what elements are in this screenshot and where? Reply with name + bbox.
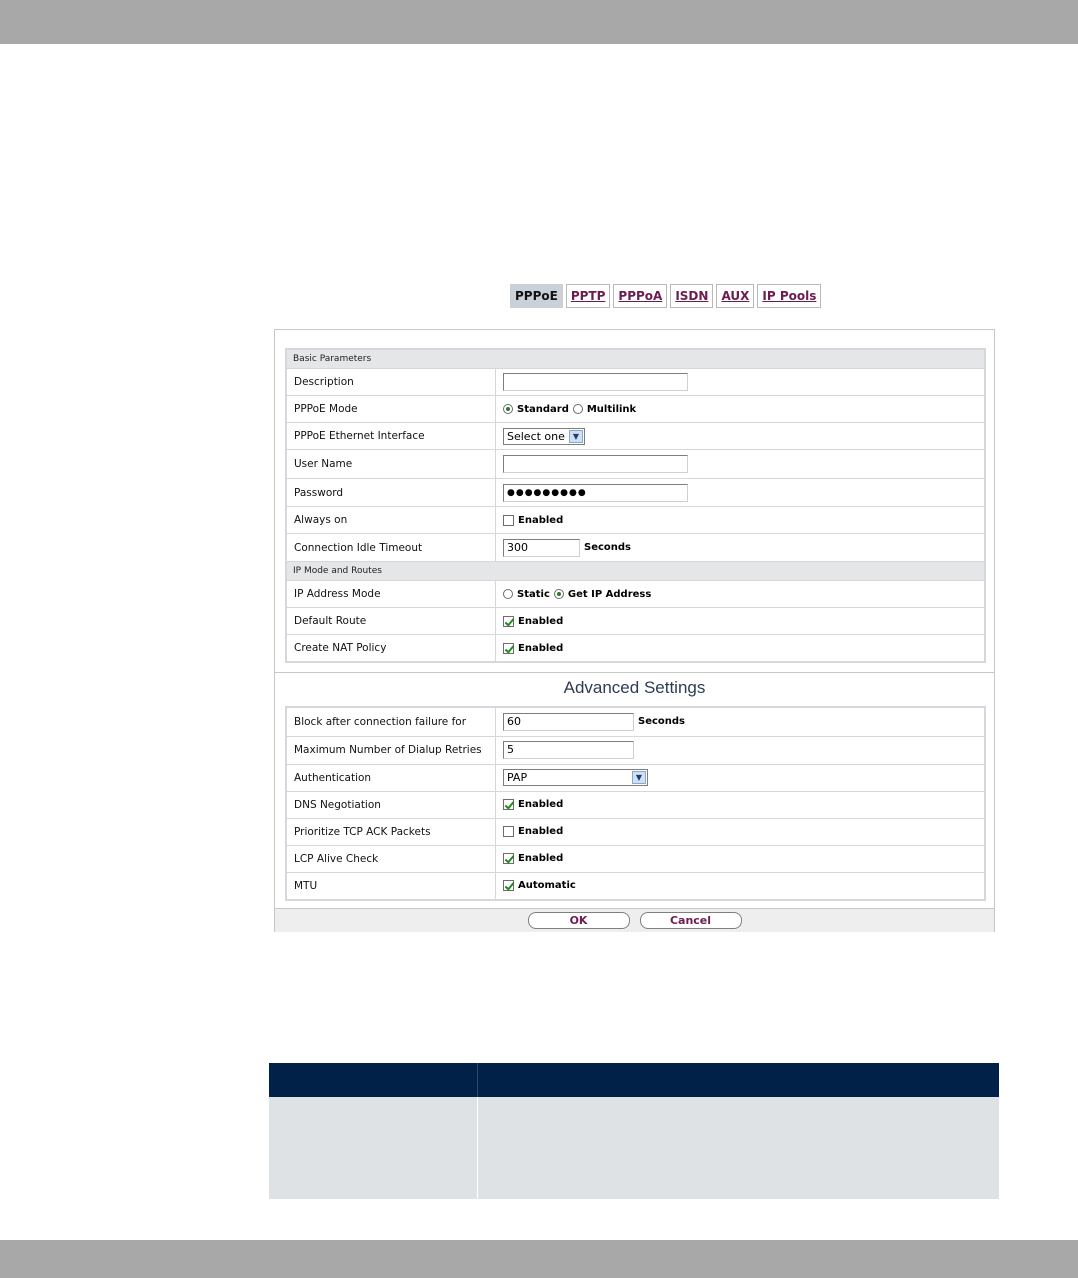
nat-policy-label: Create NAT Policy: [286, 635, 496, 663]
section-ip-mode: IP Mode and Routes: [286, 562, 985, 581]
header-cell-1: [269, 1063, 477, 1097]
dns-negotiation-checkbox[interactable]: [503, 799, 514, 810]
tab-aux[interactable]: AUX: [716, 284, 754, 308]
tab-isdn[interactable]: ISDN: [670, 284, 713, 308]
dialup-retries-input[interactable]: [503, 741, 634, 759]
default-route-checkbox[interactable]: [503, 616, 514, 627]
settings-panel: [274, 329, 995, 932]
authentication-select[interactable]: [503, 769, 648, 786]
tcp-ack-option: Enabled: [518, 826, 564, 837]
nat-policy-checkbox[interactable]: [503, 643, 514, 654]
description-table: [269, 1063, 999, 1199]
addr-get-radio[interactable]: [554, 589, 564, 599]
mode-multilink-label: Multilink: [586, 403, 637, 415]
mode-multilink-radio[interactable]: [573, 404, 583, 414]
top-bar: [0, 0, 1078, 44]
dialup-retries-label: Maximum Number of Dialup Retries: [286, 736, 496, 764]
mtu-label: MTU: [286, 872, 496, 900]
addr-static-label: Static: [517, 588, 550, 600]
description-input[interactable]: [503, 373, 688, 391]
password-label: Password: [286, 479, 496, 507]
password-input[interactable]: [503, 484, 688, 502]
lcp-alive-option: Enabled: [518, 853, 564, 864]
block-failure-unit: Seconds: [638, 716, 686, 728]
advanced-settings-title: Advanced Settings: [275, 672, 994, 707]
addr-static-radio[interactable]: [503, 589, 513, 599]
mode-standard-label: Standard: [517, 403, 569, 415]
ethernet-interface-label: PPPoE Ethernet Interface: [286, 423, 496, 450]
user-name-label: User Name: [286, 450, 496, 479]
lcp-alive-label: LCP Alive Check: [286, 845, 496, 872]
user-name-input[interactable]: [503, 455, 688, 473]
authentication-label: Authentication: [286, 764, 496, 791]
description-table-row: [269, 1097, 999, 1199]
ok-button[interactable]: OK: [528, 912, 630, 929]
idle-timeout-label: Connection Idle Timeout: [286, 534, 496, 562]
idle-timeout-unit: Seconds: [584, 542, 632, 553]
body-cell-1: [269, 1097, 477, 1199]
chevron-down-icon: ▼: [632, 771, 646, 784]
tab-pppoa[interactable]: PPPoA: [613, 284, 667, 308]
chevron-down-icon: ▼: [569, 430, 583, 443]
lcp-alive-checkbox[interactable]: [503, 853, 514, 864]
ethernet-interface-value: Select one: [507, 429, 565, 443]
mode-standard-radio[interactable]: [503, 404, 513, 414]
pppoe-mode-label: PPPoE Mode: [286, 396, 496, 423]
tab-bar: [510, 284, 821, 308]
always-on-label: Always on: [286, 507, 496, 534]
dns-negotiation-option: Enabled: [518, 799, 564, 810]
nat-policy-option: Enabled: [518, 642, 564, 654]
mtu-option: Automatic: [518, 880, 576, 891]
tcp-ack-checkbox[interactable]: [503, 826, 514, 837]
button-bar: [275, 908, 994, 932]
authentication-value: PAP: [507, 771, 528, 784]
header-cell-2: [477, 1063, 999, 1097]
tab-ip-pools[interactable]: IP Pools: [757, 284, 821, 308]
ip-address-mode-label: IP Address Mode: [286, 581, 496, 608]
default-route-label: Default Route: [286, 608, 496, 635]
addr-get-label: Get IP Address: [567, 588, 652, 600]
cancel-button[interactable]: Cancel: [640, 912, 742, 929]
basic-parameters-table: [285, 348, 986, 663]
tcp-ack-label: Prioritize TCP ACK Packets: [286, 818, 496, 845]
advanced-settings-table: [285, 706, 986, 901]
always-on-checkbox[interactable]: [503, 515, 514, 526]
description-table-header: [269, 1063, 999, 1097]
block-failure-input[interactable]: [503, 713, 634, 731]
description-label: Description: [286, 369, 496, 396]
mtu-checkbox[interactable]: [503, 880, 514, 891]
ethernet-interface-select[interactable]: [503, 428, 585, 445]
idle-timeout-input[interactable]: [503, 539, 580, 557]
section-basic-parameters: Basic Parameters: [286, 349, 985, 369]
block-failure-label: Block after connection failure for: [286, 707, 496, 736]
dns-negotiation-label: DNS Negotiation: [286, 791, 496, 818]
always-on-option: Enabled: [518, 514, 564, 526]
default-route-option: Enabled: [518, 615, 564, 627]
body-cell-2: [477, 1097, 999, 1199]
bottom-bar: [0, 1240, 1078, 1278]
tab-pppoe[interactable]: PPPoE: [510, 284, 563, 308]
tab-pptp[interactable]: PPTP: [566, 284, 611, 308]
